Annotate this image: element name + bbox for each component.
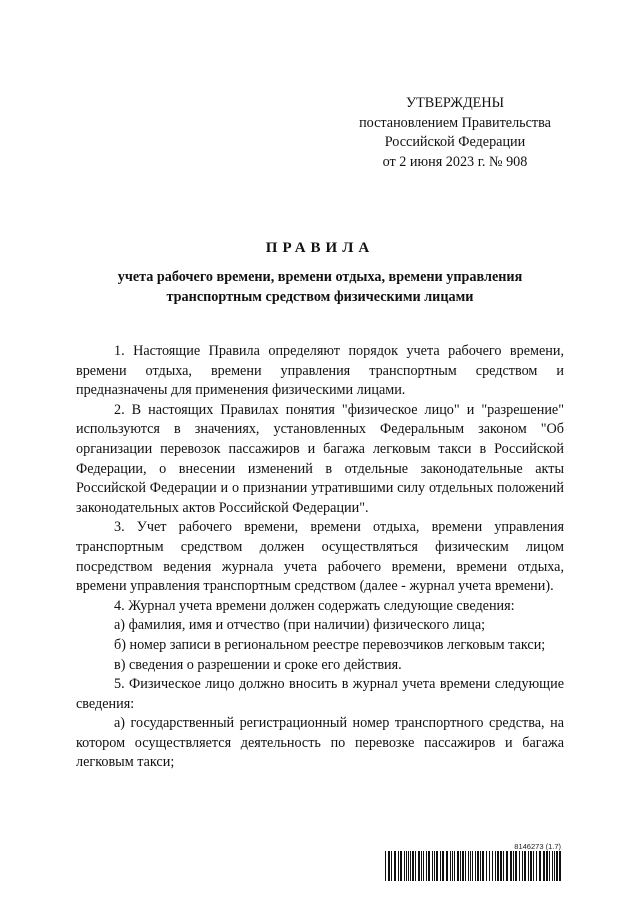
- paragraph: б) номер записи в региональном реестре перевозчиков легковым такси;: [114, 636, 546, 653]
- document-title: ПРАВИЛА: [265, 240, 375, 256]
- subtitle-line: учета рабочего времени, времени отдыха, времени управления: [117, 269, 523, 285]
- approval-line: Российской Федерации: [384, 134, 526, 150]
- barcode-icon: [385, 851, 561, 881]
- approval-block: [340, 94, 570, 172]
- paragraph: 2. В настоящих Правилах понятия "физическое лицо" и "разрешение" используются в значениях, установленных Федеральным законом "Об организации перевозок пассажиров и багажа легковым такси в Российской Федерации, о внесении изменений в отдельные законодательные акты Российской Федерации и о признании утратившими силу отдельных положений законодательных актов Российской Федерации".: [76, 401, 564, 516]
- paragraph: 1. Настоящие Правила определяют порядок учета рабочего времени, времени отдыха, времени управления транспортным средством и предназначены для применения физическими лицами.: [76, 343, 564, 399]
- paragraph: 4. Журнал учета времени должен содержать следующие сведения:: [114, 597, 515, 614]
- paragraph: а) фамилия, имя и отчество (при наличии) физического лица;: [114, 617, 486, 634]
- document-body: [76, 342, 564, 773]
- document-subtitle: [80, 268, 560, 307]
- approval-heading: УТВЕРЖДЕНЫ: [406, 95, 504, 111]
- paragraph: а) государственный регистрационный номер транспортного средства, на котором осуществляется деятельность по перевозке пассажиров и багажа легковым такси;: [76, 715, 564, 771]
- paragraph: 5. Физическое лицо должно вносить в журнал учета времени следующие сведения:: [76, 676, 564, 712]
- approval-line: постановлением Правительства: [359, 114, 551, 131]
- subtitle-line: транспортным средством физическими лицами: [166, 288, 474, 305]
- barcode-block: [385, 842, 561, 886]
- paragraph: 3. Учет рабочего времени, времени отдыха, времени управления транспортным средством должен осуществляться физическим лицом посредством ведения журнала учета рабочего времени, времени отдыха, времени управления транспортным средством (далее - журнал учета времени).: [76, 519, 564, 595]
- barcode-number: 8146273 (1.7): [514, 842, 561, 851]
- paragraph: в) сведения о разрешении и сроке его действия.: [114, 656, 402, 673]
- approval-date: от 2 июня 2023 г. № 908: [382, 153, 528, 170]
